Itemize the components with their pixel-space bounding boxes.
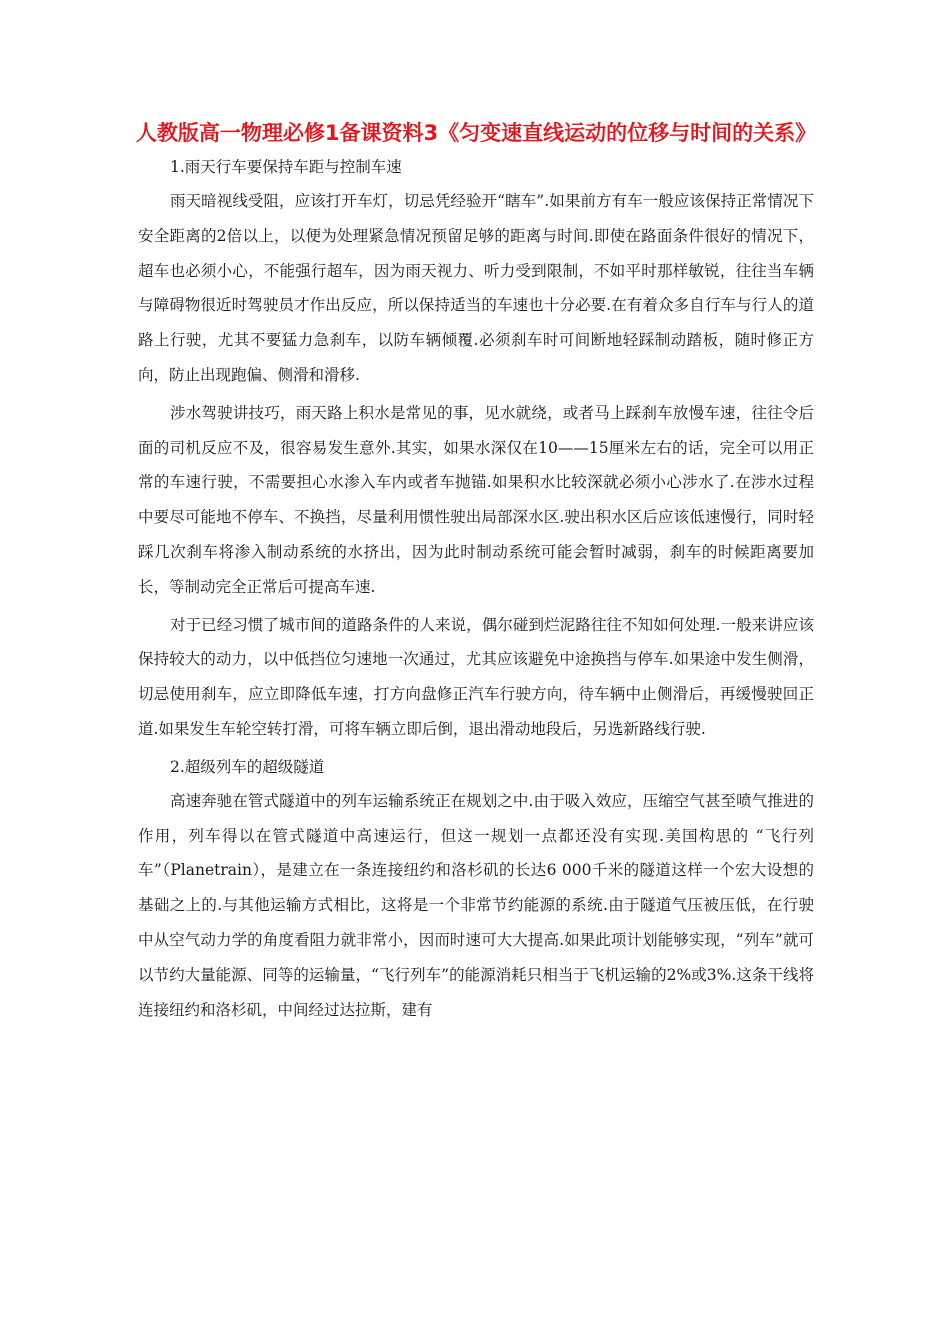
paragraph: 雨天暗视线受阻，应该打开车灯，切忌凭经验开“瞎车”.如果前方有车一般应该保持正常情况下安全距离的2倍以上，以便为处理紧急情况预留足够的距离与时间.即使在路面条件很好的情况下，超车也必须小心，不能强行超车，因为雨天视力、听力受到限制，不如平时那样敏锐，往往当车辆与障碍物很近时驾驶员才作出反应，所以保持适当的车速也十分必要.在有着众多自行车与行人的道路上行驶，尤其不要猛力急刹车，以防车辆倾覆.必须刹车时可间断地轻踩制动踏板，随时修正方向，防止出现跑偏、侧滑和滑移. bbox=[138, 192, 814, 384]
paragraph: 涉水驾驶讲技巧，雨天路上积水是常见的事，见水就绕，或者马上踩刹车放慢车速，往往令后面的司机反应不及，很容易发生意外.其实，如果水深仅在10——15厘米左右的话，完全可以用正常的车速行驶，不需要担心水渗入车内或者车抛锚.如果积水比较深就必须小心涉水了.在涉水过程中要尽可能地不停车、不换挡，尽量利用惯性驶出局部深水区.驶出积水区后应该低速慢行，同时轻踩几次刹车将渗入制动系统的水挤出，因为此时制动系统可能会暂时减弱，刹车的时候距离要加长，等制动完全正常后可提高车速. bbox=[138, 403, 814, 596]
section-heading-1: 1.雨天行车要保持车距与控制车速 bbox=[170, 158, 402, 176]
section-heading-2: 2.超级列车的超级隧道 bbox=[170, 757, 325, 776]
paragraph: 高速奔驰在管式隧道中的列车运输系统正在规划之中.由于吸入效应，压缩空气甚至喷气推进的作用，列车得以在管式隧道中高速运行，但这一规划一点都还没有实现.美国构思的 “飞行列车”（Planetrain），是建立在一条连接纽约和洛杉矶的长达6 000千米的隧道这样一个宏大设想的基础之上的.与其他运输方式相比，这将是一个非常节约能源的系统.由于隧道气压被压低，在行驶中从空气动力学的角度看阻力就非常小，因而时速可大大提高.如果此项计划能够实现，“列车”就可以节约大量能源、同等的运输量，“飞行列车”的能源消耗只相当于飞机运输的2%或3%.这条干线将连接纽约和洛杉矶，中间经过达拉斯，建有 bbox=[138, 791, 814, 1019]
document-title: 人教版高一物理必修1备课资料3《匀变速直线运动的位移与时间的关系》 bbox=[135, 121, 817, 145]
document-page bbox=[135, 120, 817, 1030]
paragraph: 对于已经习惯了城市间的道路条件的人来说，偶尔碰到烂泥路往往不知如何处理.一般来讲应该保持较大的动力，以中低挡位匀速地一次通过，尤其应该避免中途换挡与停车.如果途中发生侧滑，切忌使用刹车，应立即降低车速，打方向盘修正汽车行驶方向，待车辆中止侧滑后，再缓慢驶回正道.如果发生车轮空转打滑，可将车辆立即后倒，退出滑动地段后，另选新路线行驶. bbox=[138, 615, 814, 738]
